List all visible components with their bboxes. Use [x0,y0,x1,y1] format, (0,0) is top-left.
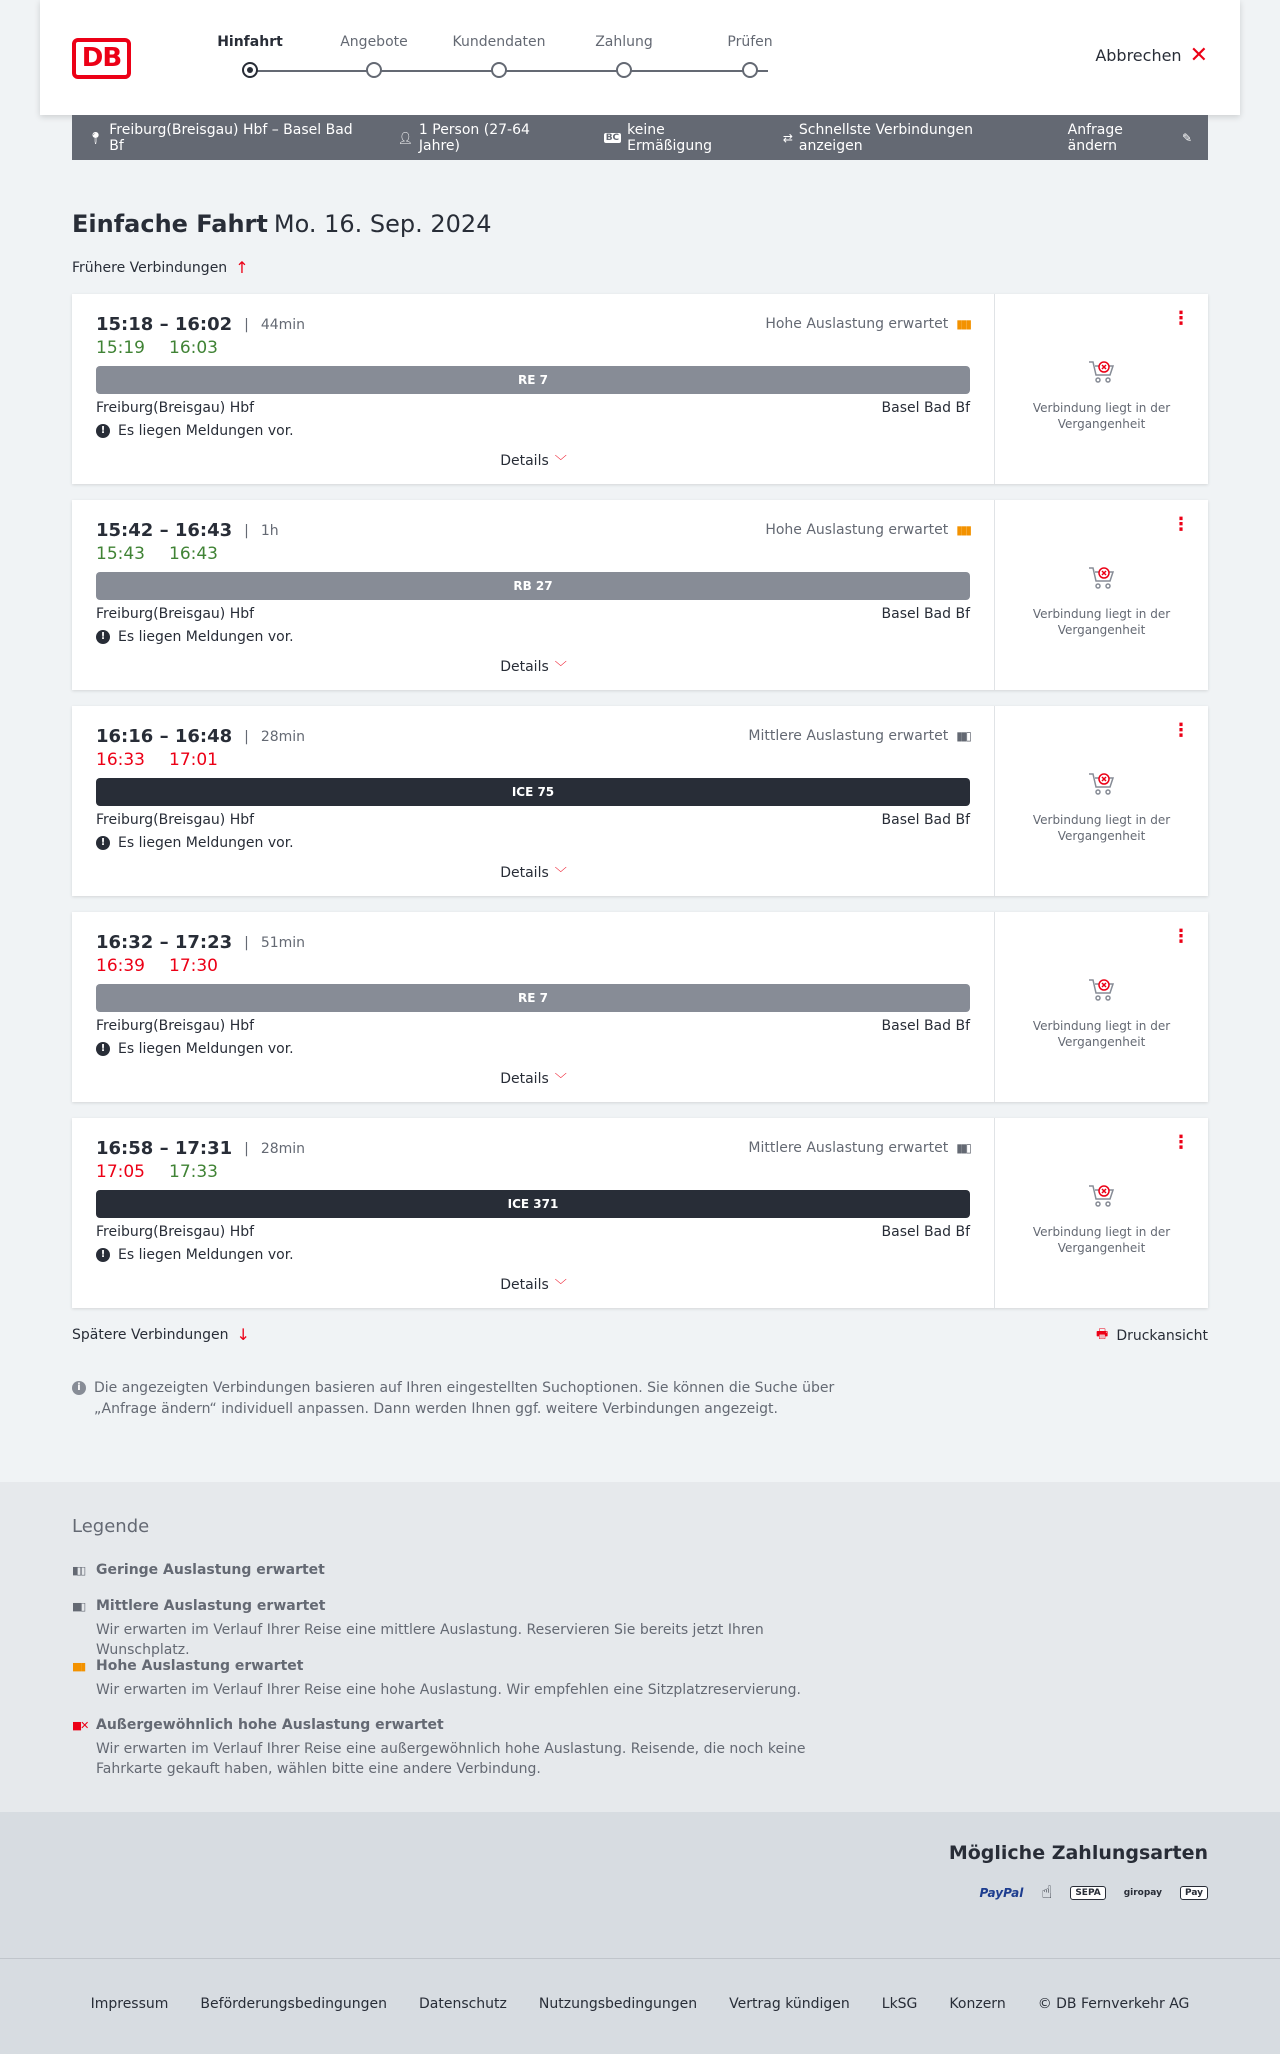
alert-icon: ! [96,424,110,438]
notice-message [96,835,294,851]
more-options-icon[interactable]: ⋮ [1172,720,1190,741]
destination-station: Basel Bad Bf [881,400,970,416]
footer-link: © DB Fernverkehr AG [1037,1996,1190,2012]
legend-item-title [72,1717,852,1733]
travellers-summary [398,122,572,154]
train-bar[interactable]: RB 27 [96,572,970,600]
connection-card[interactable] [72,294,1208,484]
step-dot [742,62,758,78]
route-summary [88,122,366,154]
pencil-icon: ✎ [1181,130,1193,145]
header [40,0,1240,115]
footer-link[interactable]: Impressum [90,1996,169,2012]
trip-date: Mo. 16. Sep. 2024 [273,210,492,238]
step-dot [616,62,632,78]
planned-time-range: 15:18 – 16:02 [96,314,233,335]
notice-text: Es liegen Meldungen vor. [118,629,294,645]
page-title [72,210,491,238]
arrow-down-icon: ↓ [236,1325,250,1344]
destination-station: Basel Bad Bf [881,1018,970,1034]
payment-methods-section [0,1812,1280,1958]
travellers-text: 1 Person (27-64 Jahre) [418,121,530,154]
details-label: Details [500,1277,549,1293]
step-label: Angebote [340,34,408,50]
realtime-arrival: 16:03 [169,338,218,358]
load-text: Hohe Auslastung erwartet [765,316,949,332]
legend-item-low [72,1562,852,1578]
connection-card[interactable] [72,706,1208,896]
step-zahlung [569,34,679,54]
step-label: Zahlung [595,34,653,50]
duration: 28min [260,728,306,745]
legend-title-text: Mittlere Auslastung erwartet [96,1598,326,1614]
credit-card-hand-icon: ☝︎ [1041,1882,1053,1903]
medium-load-icon: ▮▮▯ [72,1599,85,1613]
load-indicator [748,1140,970,1156]
legend-item-title [72,1598,852,1614]
step-dot-active [242,62,258,78]
separator: | [244,522,249,539]
origin-station: Freiburg(Breisgau) Hbf [96,1224,255,1240]
person-icon: 👤︎ [397,130,413,145]
realtime-arrival: 17:01 [169,750,218,770]
bahncard-icon: BC [605,132,620,143]
past-connection-text: Verbindung liegt in der Vergangenheit [1032,1225,1171,1255]
connection-main [72,1118,995,1308]
destination-station: Basel Bad Bf [881,606,970,622]
medium-load-icon: ▮▮▯ [956,729,970,743]
details-label: Details [500,453,549,469]
legend-section [0,1482,1280,1812]
more-options-icon[interactable]: ⋮ [1172,514,1190,535]
notice-text: Es liegen Meldungen vor. [118,1041,294,1057]
low-load-icon: ▮▯▯ [72,1563,85,1577]
notice-text: Es liegen Meldungen vor. [118,423,294,439]
later-connections-button[interactable] [72,1325,250,1344]
more-options-icon[interactable]: ⋮ [1172,308,1190,329]
details-toggle[interactable] [72,452,995,469]
realtime-times [96,750,218,770]
realtime-departure: 15:19 [96,338,145,358]
connection-main [72,500,995,690]
chevron-down-icon: ﹀ [554,454,567,468]
notice-text: Es liegen Meldungen vor. [118,1247,294,1263]
connection-main [72,706,995,896]
legend-title-text: Geringe Auslastung erwartet [96,1562,325,1578]
origin-station: Freiburg(Breisgau) Hbf [96,1018,255,1034]
connection-side-panel [995,912,1208,1102]
realtime-departure: 16:39 [96,956,145,976]
connection-side-panel [995,294,1208,484]
train-bar[interactable]: RE 7 [96,366,970,394]
swap-arrows-icon: ⇄ [782,130,793,145]
origin-station: Freiburg(Breisgau) Hbf [96,400,255,416]
planned-time-range: 16:58 – 17:31 [96,1138,233,1159]
duration: 44min [260,316,306,333]
fastest-summary [783,122,1036,154]
cart-unavailable-icon [1087,564,1117,590]
details-label: Details [500,1071,549,1087]
past-connection-text: Verbindung liegt in der Vergangenheit [1032,401,1171,431]
legend-desc: Wir erwarten im Verlauf Ihrer Reise eine mittlere Auslastung. Reservieren Sie bereits jetzt Ihren Wunschplatz. [96,1622,764,1658]
realtime-times [96,956,218,976]
high-load-icon: ▮▮▮ [72,1659,85,1673]
step-kundendaten [444,34,554,54]
planned-times [96,314,305,335]
cart-unavailable-icon [1087,358,1117,384]
discount-text: keine Ermäßigung [627,121,712,154]
separator: | [244,1140,249,1157]
connection-side-panel [995,1118,1208,1308]
footer-link[interactable]: Nutzungsbedingungen [538,1996,698,2012]
info-text: Die angezeigten Verbindungen basieren auf Ihren eingestellten Suchoptionen. Sie können die Suche über „Anfrage ändern“ individuell anpassen. Dann werden Ihnen ggf. weitere Verbindungen angezeigt. [94,1380,835,1417]
sepa-icon: SEPA [1070,1886,1105,1900]
close-icon: ✕ [1189,42,1208,68]
connection-card[interactable] [72,1118,1208,1308]
details-label: Details [500,865,549,881]
step-pruefen [695,34,805,54]
train-bar[interactable]: RE 7 [96,984,970,1012]
connection-main [72,294,995,484]
realtime-departure: 17:05 [96,1162,145,1182]
duration: 51min [260,934,306,951]
printer-icon: 🖶︎ [1096,1327,1109,1342]
realtime-departure: 15:43 [96,544,145,564]
payment-title: Mögliche Zahlungsarten [948,1842,1208,1864]
later-label: Spätere Verbindungen [72,1326,229,1343]
notice-text: Es liegen Meldungen vor. [118,835,294,851]
destination-station: Basel Bad Bf [881,812,970,828]
legend-item-mid [72,1598,852,1660]
load-indicator [765,522,970,538]
more-options-icon[interactable]: ⋮ [1172,1132,1190,1153]
separator: | [244,316,249,333]
step-angebote [319,34,429,54]
step-dot [366,62,382,78]
separator: | [244,934,249,951]
duration: 1h [260,522,279,539]
stepper-line [250,70,768,72]
more-options-icon[interactable]: ⋮ [1172,926,1190,947]
planned-time-range: 15:42 – 16:43 [96,520,233,541]
search-info-note [72,1378,852,1420]
change-request-button[interactable] [1068,122,1192,154]
connection-main [72,912,995,1102]
chevron-down-icon: ﹀ [554,1278,567,1292]
train-bar[interactable]: ICE 371 [96,1190,970,1218]
legend-title: Legende [72,1516,150,1537]
earlier-connections-button[interactable] [72,258,249,277]
connection-side-panel [995,706,1208,896]
cart-unavailable-icon [1087,976,1117,1002]
step-label: Prüfen [727,34,773,50]
load-indicator [748,728,970,744]
planned-times [96,726,305,747]
connection-card[interactable] [72,912,1208,1102]
legend-item-title [72,1562,852,1578]
info-icon: i [72,1381,86,1395]
realtime-arrival: 16:43 [169,544,218,564]
train-bar[interactable]: ICE 75 [96,778,970,806]
print-view-button[interactable] [1096,1325,1208,1347]
db-logo[interactable]: DB [72,38,131,79]
fastest-text: Schnellste Verbindungen anzeigen [798,121,973,154]
legend-item-high [72,1658,852,1700]
step-label: Kundendaten [452,34,546,50]
realtime-times [96,544,218,564]
print-label: Druckansicht [1116,1328,1208,1344]
realtime-arrival: 17:33 [169,1162,218,1182]
origin-station: Freiburg(Breisgau) Hbf [96,606,255,622]
separator: | [244,728,249,745]
chevron-down-icon: ﹀ [554,660,567,674]
route-text: Freiburg(Breisgau) Hbf – Basel Bad Bf [109,121,353,154]
footer-link[interactable]: Konzern [949,1996,1006,2012]
details-toggle[interactable] [72,1070,995,1087]
footer [0,1958,1280,2054]
details-toggle[interactable] [72,658,995,675]
footer-link[interactable]: LkSG [881,1996,918,2012]
arrow-up-icon: ↑ [235,258,249,277]
connection-card[interactable] [72,500,1208,690]
planned-time-range: 16:32 – 17:23 [96,932,233,953]
details-toggle[interactable] [72,864,995,881]
location-pin-icon: 📍︎ [88,130,104,145]
legend-item-title [72,1658,852,1674]
realtime-departure: 16:33 [96,750,145,770]
step-label: Hinfahrt [217,34,283,50]
footer-link[interactable]: Vertrag kündigen [729,1996,850,2012]
planned-times [96,520,279,541]
chevron-down-icon: ﹀ [554,1072,567,1086]
search-summary-bar [72,115,1208,160]
alert-icon: ! [96,836,110,850]
footer-link[interactable]: Beförderungsbedingungen [200,1996,387,2012]
change-request-label: Anfrage ändern [1067,121,1123,154]
footer-link[interactable]: Datenschutz [418,1996,507,2012]
details-toggle[interactable] [72,1276,995,1293]
destination-station: Basel Bad Bf [881,1224,970,1240]
load-text: Hohe Auslastung erwartet [765,522,949,538]
notice-message [96,629,294,645]
high-load-icon: ▮▮▮ [956,523,970,537]
legend-item-very-high [72,1717,852,1779]
realtime-arrival: 17:30 [169,956,218,976]
notice-message [96,1247,294,1263]
legend-title-text: Hohe Auslastung erwartet [96,1658,304,1674]
high-load-icon: ▮▮▮ [956,317,970,331]
footer-links [0,1996,1280,2012]
notice-message [96,423,294,439]
planned-times [96,932,305,953]
realtime-times [96,338,218,358]
earlier-label: Frühere Verbindungen [72,259,228,276]
chevron-down-icon: ﹀ [554,866,567,880]
legend-desc: Wir erwarten im Verlauf Ihrer Reise eine hohe Auslastung. Wir empfehlen eine Sitzplatzreservierung. [96,1682,801,1698]
discount-summary [604,122,751,154]
cart-unavailable-icon [1087,770,1117,796]
legend-title-text: Außergewöhnlich hohe Auslastung erwartet [96,1717,444,1733]
details-label: Details [500,659,549,675]
realtime-times [96,1162,218,1182]
step-hinfahrt[interactable] [195,34,305,54]
cart-unavailable-icon [1087,1182,1117,1208]
past-connection-text: Verbindung liegt in der Vergangenheit [1032,813,1171,843]
load-indicator [765,316,970,332]
booking-stepper [210,34,800,84]
origin-station: Freiburg(Breisgau) Hbf [96,812,255,828]
very-high-load-icon: ▮▮✕ [72,1718,88,1732]
cancel-label: Abbrechen [1095,46,1182,65]
past-connection-text: Verbindung liegt in der Vergangenheit [1032,1019,1171,1049]
duration: 28min [260,1140,306,1157]
alert-icon: ! [96,1042,110,1056]
notice-message [96,1041,294,1057]
medium-load-icon: ▮▮▯ [956,1141,970,1155]
connection-side-panel [995,500,1208,690]
past-connection-text: Verbindung liegt in der Vergangenheit [1032,607,1171,637]
load-text: Mittlere Auslastung erwartet [748,1140,949,1156]
planned-times [96,1138,305,1159]
load-text: Mittlere Auslastung erwartet [748,728,949,744]
trip-type: Einfache Fahrt [72,210,268,238]
step-dot [491,62,507,78]
apple-pay-icon: Pay [1180,1886,1208,1900]
giropay-icon: giropay [1123,1887,1162,1898]
legend-desc: Wir erwarten im Verlauf Ihrer Reise eine außergewöhnlich hohe Auslastung. Reisende, die noch keine Fahrkarte gekauft haben, wählen bitte eine andere Verbindung. [96,1741,806,1777]
paypal-icon: PayPal [979,1885,1024,1900]
alert-icon: ! [96,1248,110,1262]
cancel-button[interactable] [1095,42,1208,68]
payment-icons [980,1882,1208,1903]
alert-icon: ! [96,630,110,644]
planned-time-range: 16:16 – 16:48 [96,726,233,747]
